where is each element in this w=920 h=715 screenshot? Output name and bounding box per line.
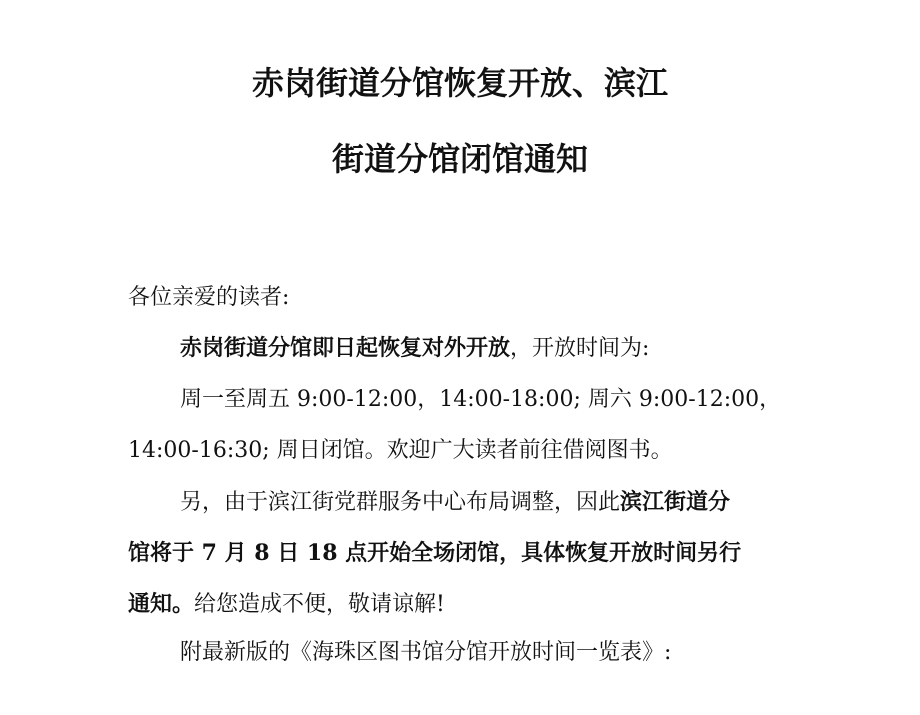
closure-announcement-part-2: 馆将于 7 月 8 日 18 点开始全场闭馆，具体恢复开放时间另行 <box>128 540 742 566</box>
opening-hours-line-2: 14:00-16:30; 周日闭馆。欢迎广大读者前往借阅图书。 <box>128 438 673 463</box>
greeting: 各位亲爱的读者: <box>128 285 290 310</box>
closure-paragraph-line-3 <box>128 578 828 631</box>
closure-reason: 另，由于滨江街党群服务中心布局调整，因此 <box>180 490 621 515</box>
reopen-announcement: 赤岗街道分馆即日起恢复对外开放 <box>180 335 511 361</box>
opening-hours-line-1: 周一至周五 9:00-12:00，14:00-18:00; 周六 9:00-12:00， <box>180 387 782 412</box>
reopen-hours-intro: ，开放时间为: <box>510 336 650 361</box>
notice-title-line-2: 街道分馆闭馆通知 <box>331 140 588 178</box>
attachment-note: 附最新版的《海珠区图书馆分馆开放时间一览表》: <box>180 640 672 665</box>
closure-announcement-part-3: 通知。 <box>128 591 195 617</box>
reopen-paragraph <box>128 322 880 375</box>
closure-announcement-part-1: 滨江街道分 <box>620 489 731 515</box>
closure-paragraph-line-1 <box>128 476 880 529</box>
notice-title-line-1: 赤岗街道分馆恢复开放、滨江 <box>251 64 668 102</box>
apology-text: 给您造成不便，敬请谅解! <box>194 592 445 617</box>
